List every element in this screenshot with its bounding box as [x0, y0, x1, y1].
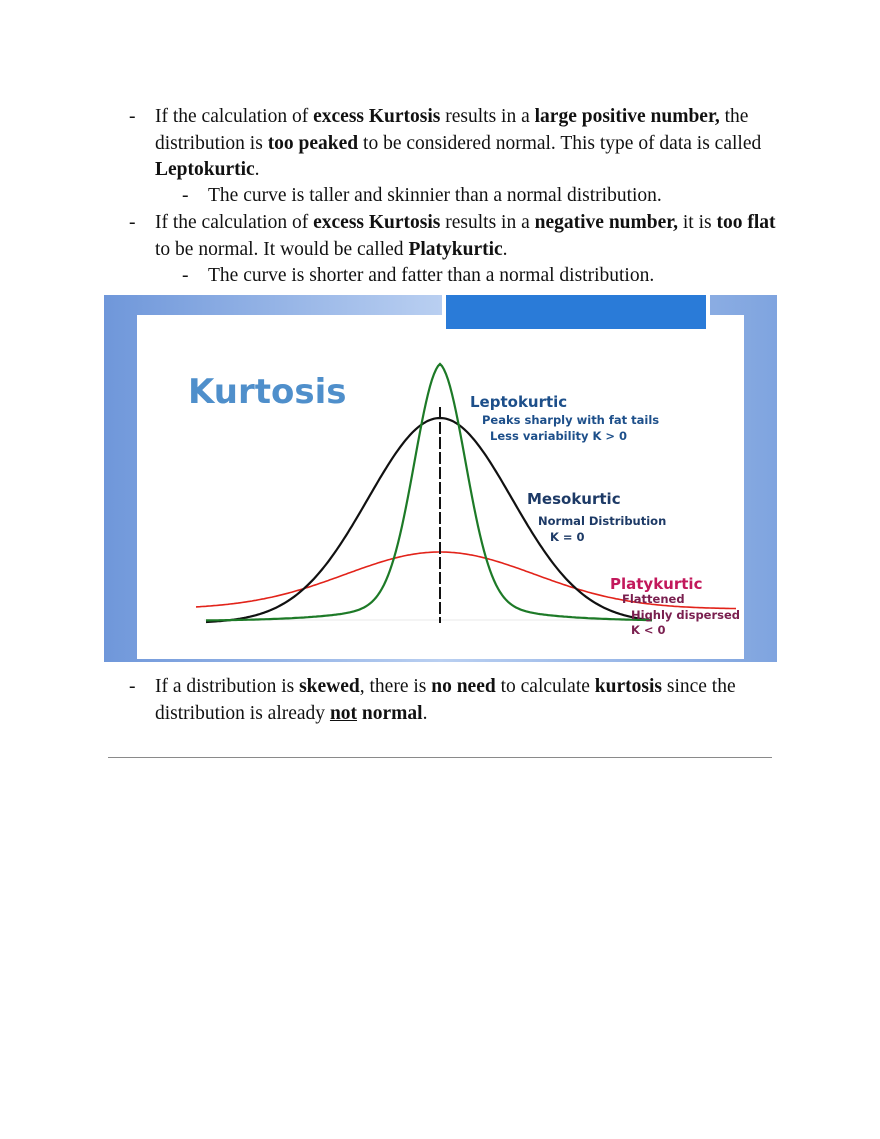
text-run-bold: negative number, [534, 212, 678, 233]
text-run-bold: large positive number, [534, 106, 720, 127]
text-run: results in a [440, 212, 535, 233]
text-run: . [254, 159, 260, 180]
text-run: If the calculation of [155, 106, 314, 127]
text-run-bold: no need [431, 676, 496, 697]
text-run: the distribution is [155, 106, 749, 154]
text-run: If the calculation of [155, 212, 314, 233]
sub-bullet-dash: - [182, 185, 189, 206]
text-run-bold: kurtosis [594, 676, 662, 697]
text-run-bold: Leptokurtic [155, 159, 255, 180]
text-run: If a distribution is [155, 676, 300, 697]
platykurtic-desc-1: Flattened [622, 592, 685, 606]
text-run-bold: excess Kurtosis [313, 212, 441, 233]
bullet-dash: - [129, 676, 136, 697]
header-band [446, 295, 706, 329]
platykurtic-desc-2: Highly dispersed [631, 608, 741, 622]
text-run-bold: too peaked [267, 132, 359, 154]
kurtosis-diagram [104, 295, 777, 662]
bullet-skewed [155, 674, 780, 727]
bullet-platykurtic [155, 210, 780, 263]
text-run: to calculate [495, 676, 595, 697]
text-run: to be considered normal. This type of data is called [358, 132, 762, 154]
bullet-dash: - [129, 106, 136, 127]
leptokurtic-label: Leptokurtic [470, 393, 568, 411]
text-run-bold: Platykurtic [408, 238, 503, 260]
bullet-dash: - [129, 212, 136, 233]
text-run-bold: too flat [716, 212, 776, 233]
text-run-bold-underline: not [329, 702, 358, 724]
text-run: , there is [359, 676, 432, 697]
platykurtic-label: Platykurtic [610, 575, 703, 593]
text-run-bold: normal [361, 702, 423, 724]
text-run: it is [678, 212, 717, 233]
text-run: to be normal. It would be called [155, 238, 409, 260]
horizontal-rule [108, 757, 772, 758]
kurtosis-figure [104, 295, 777, 662]
text-run-bold: skewed [299, 676, 360, 697]
text-run: since the distribution is already [155, 676, 736, 724]
sub-bullet-dash: - [182, 265, 189, 286]
text-run-bold: excess Kurtosis [313, 106, 441, 127]
text-run: . [502, 238, 508, 260]
sub-bullet-leptokurtic: The curve is taller and skinnier than a normal distribution. [208, 185, 662, 206]
mesokurtic-label: Mesokurtic [527, 490, 621, 508]
text-run: results in a [440, 106, 535, 127]
sub-bullet-platykurtic: The curve is shorter and fatter than a normal distribution. [208, 265, 655, 286]
mesokurtic-desc-1: Normal Distribution [538, 514, 667, 528]
platykurtic-desc-3: K < 0 [631, 623, 666, 637]
figure-title: Kurtosis [188, 372, 347, 412]
leptokurtic-desc-1: Peaks sharply with fat tails [482, 413, 660, 427]
bullet-leptokurtic [155, 104, 780, 184]
mesokurtic-desc-2: K = 0 [550, 530, 585, 544]
leptokurtic-desc-2: Less variability K > 0 [490, 429, 628, 443]
text-run: . [422, 702, 428, 724]
